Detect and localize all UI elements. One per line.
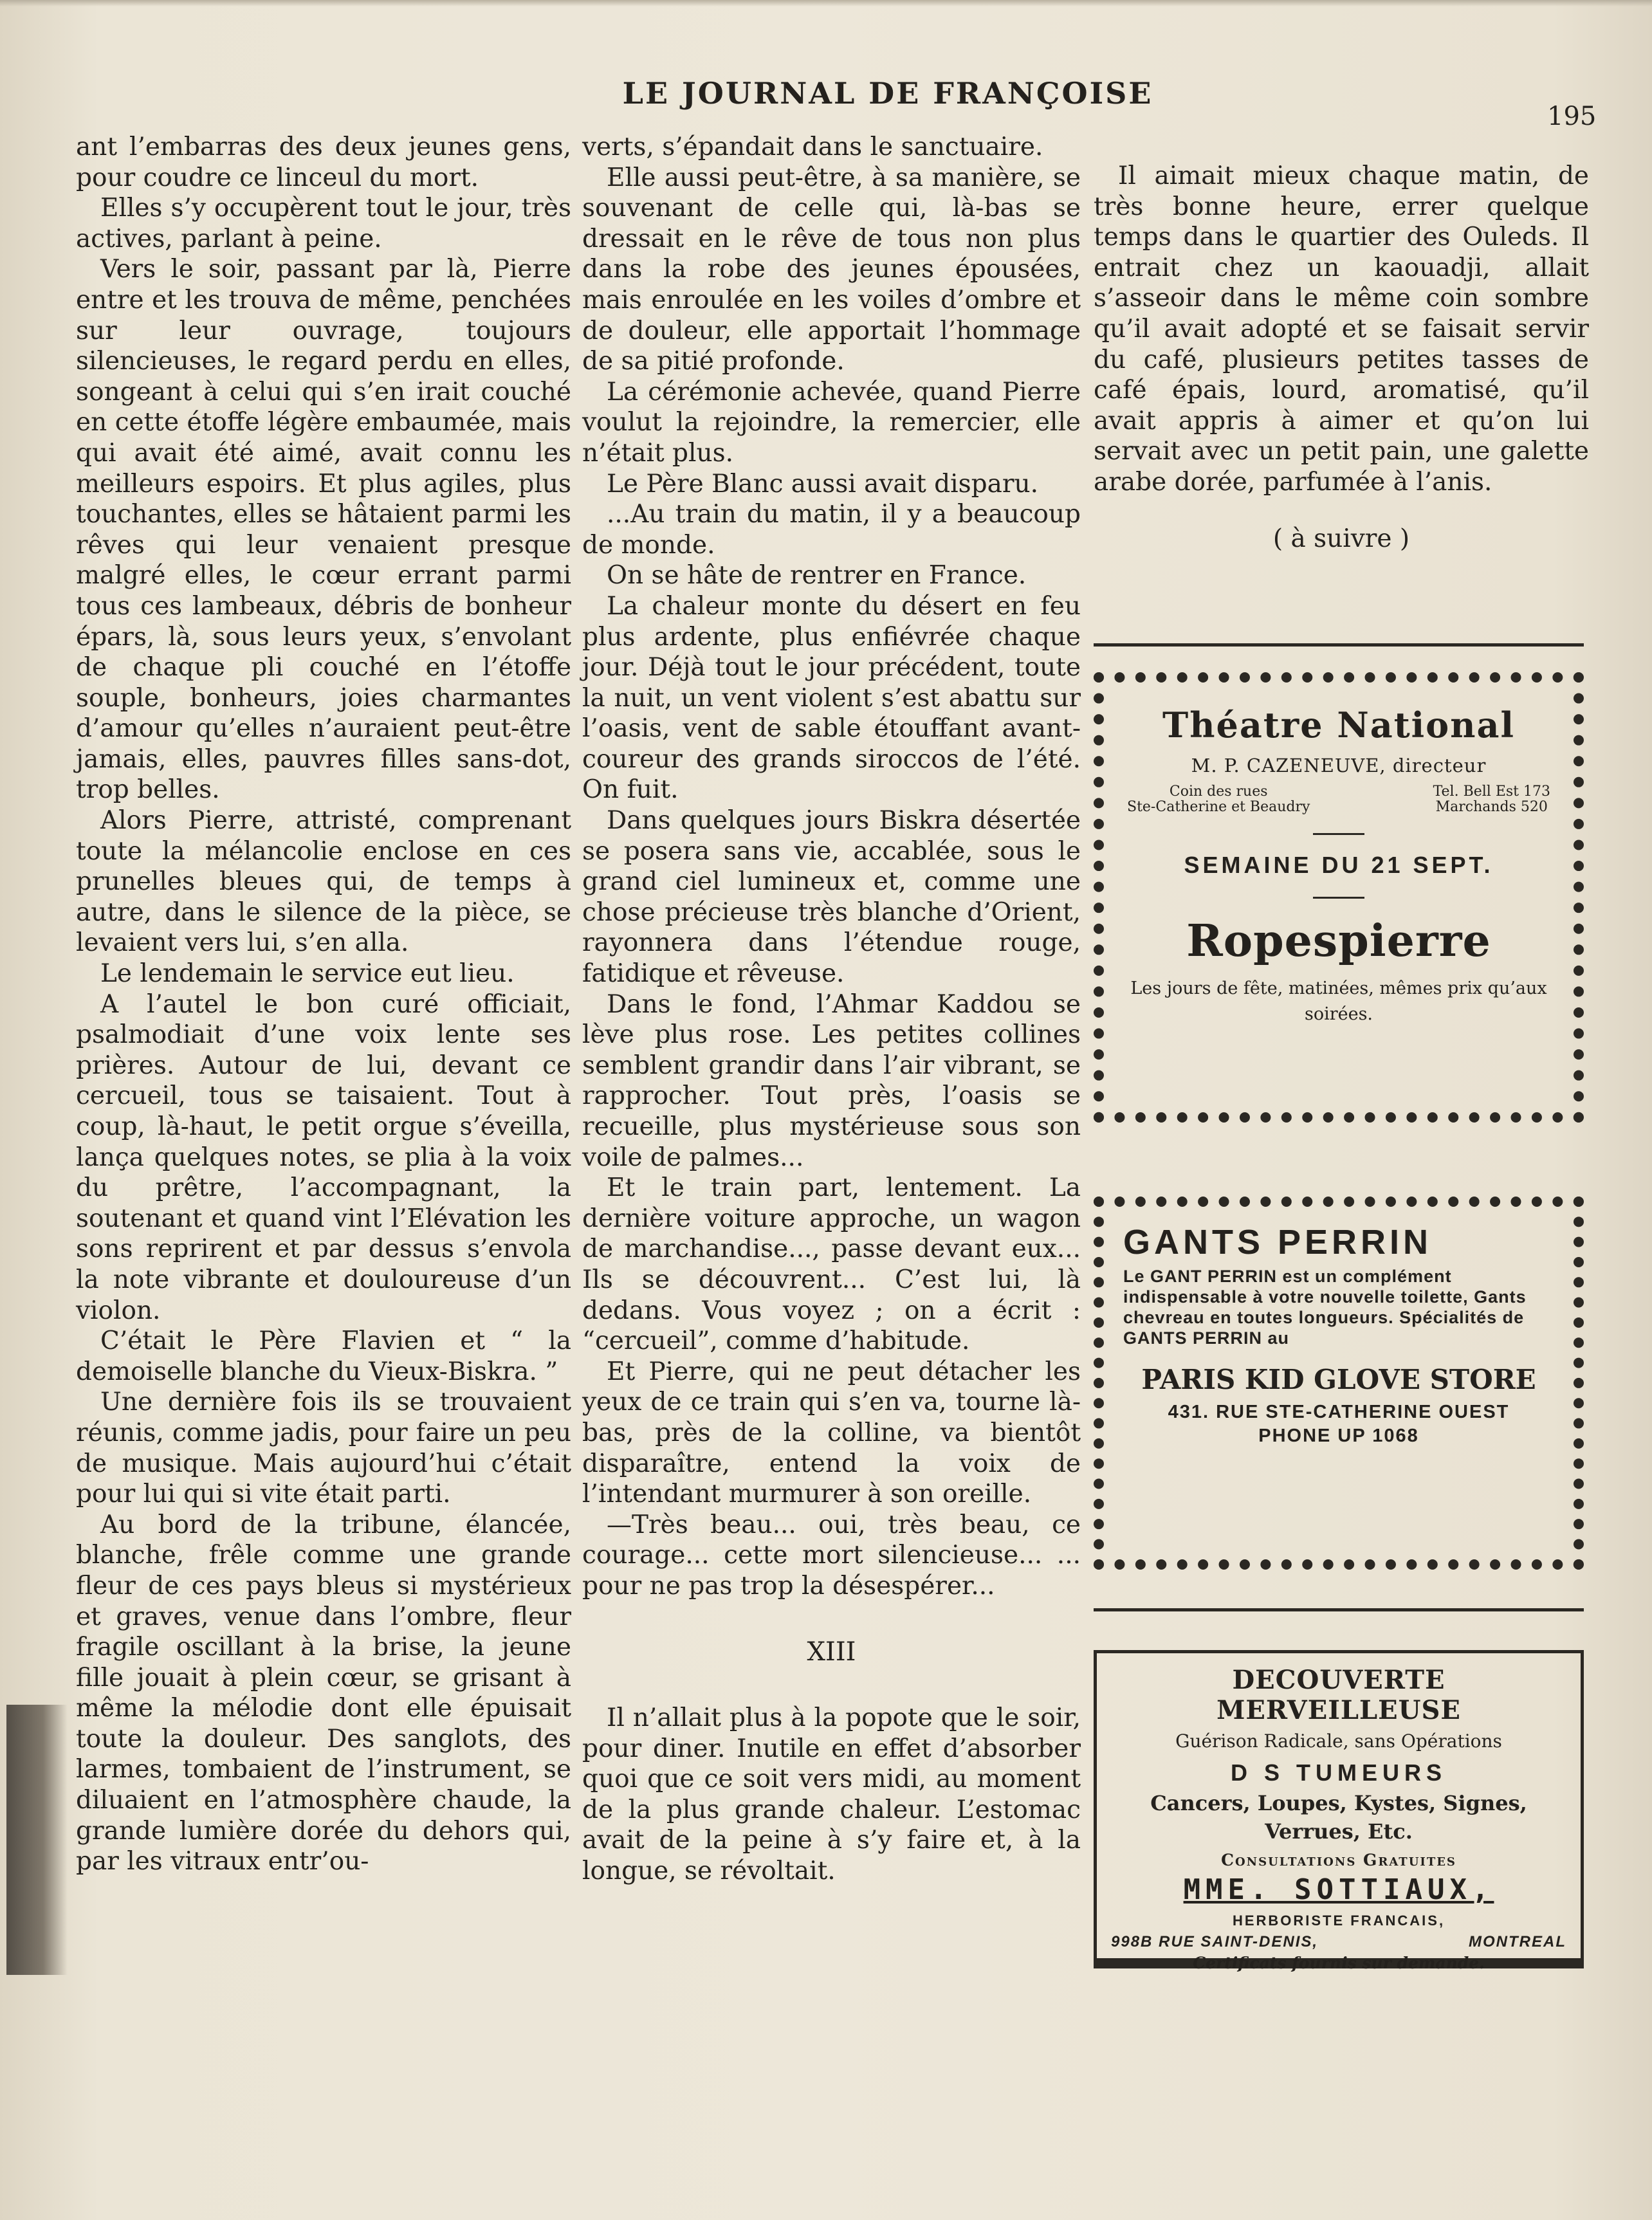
- theatre-contact-row: [1123, 784, 1554, 815]
- scan-shadow: [6, 1705, 68, 1975]
- paragraph: Une dernière fois ils se trouvaient réunis, comme jadis, pour faire un peu de musique. Mais aujourd’hui c’était pour lui qui si vite était parti.: [76, 1388, 571, 1509]
- decouverte-tumeurs: D S TUMEURS: [1230, 1759, 1447, 1786]
- theatre-feature: Ropespierre: [1186, 915, 1491, 967]
- paragraph: Dans quelques jours Biskra désertée se posera sans vie, accablée, sous le grand ciel lumineux et, comme une chose précieuse très blanche d’Orient, rayonnera dans l’étendue rouge, fatidique et rêveuse.: [582, 806, 1081, 989]
- separator: [1313, 833, 1364, 835]
- decouverte-list: Cancers, Loupes, Kystes, Signes, Verrues, Etc.: [1150, 1791, 1527, 1844]
- paragraph: C’était le Père Flavien et “ la demoiselle blanche du Vieux-Biskra. ”: [76, 1326, 571, 1386]
- paragraph: La cérémonie achevée, quand Pierre voulut la rejoindre, la remercier, elle n’était plus.: [582, 377, 1081, 468]
- gants-text: Le GANT PERRIN est un complément indispensable à votre nouvelle toilette, Gants chevreau en toutes longueurs. Spécialités de GANTS PERRIN au: [1123, 1267, 1527, 1348]
- theatre-week: SEMAINE DU 21 SEPT.: [1184, 852, 1494, 878]
- paragraph: On se hâte de rentrer en France.: [607, 561, 1027, 591]
- divider-rule: [1094, 1608, 1584, 1611]
- text-column-3: [1094, 161, 1589, 554]
- gants-phone: PHONE UP 1068: [1258, 1426, 1419, 1446]
- paragraph: A l’autel le bon curé officiait, psalmodiait d’une voix lente ses prières. Autour de lui, devant ce cercueil, tous se taisaient. Tout à coup, là-haut, le petit orgue s’éveilla, lança quelques notes, se plia à la voix du prêtre, l’accompagnant, la soutenant et quand vint l’Elévation les sons reprirent et par dessus s’envola la note vibrante et douloureuse d’un violon.: [76, 989, 571, 1325]
- text-column-1: [76, 132, 571, 1877]
- paragraph: Elles s’y occupèrent tout le jour, très actives, parlant à peine.: [76, 194, 571, 253]
- theatre-telephone: [1433, 784, 1550, 815]
- decouverte-subtitle: Guérison Radicale, sans Opérations: [1175, 1730, 1502, 1752]
- decouverte-address: 998B RUE SAINT-DENIS,: [1111, 1933, 1319, 1950]
- decouverte-city: MONTREAL: [1469, 1933, 1566, 1950]
- paragraph: Dans le fond, l’Ahmar Kaddou se lève plus rose. Les petites collines semblent grandir dans l’air vibrant, se rapprocher. Tout près, l’oasis se recueille, plus mystérieuse sous son voile de palmes...: [582, 989, 1081, 1172]
- chapter-number: XIII: [807, 1637, 856, 1667]
- paragraph: Il n’allait plus à la popote que le soir, pour diner. Inutile en effet d’absorber quoi que ce soit vers midi, au moment de la plus grande chaleur. L’estomac avait de la peine à s’y faire et, à la longue, se révoltait.: [582, 1703, 1081, 1886]
- gants-store: PARIS KID GLOVE STORE: [1141, 1364, 1536, 1395]
- paragraph: —Très beau... oui, très beau, ce courage... cette mort silencieuse... ... pour ne pas trop la désespérer...: [582, 1510, 1081, 1601]
- decouverte-address-row: [1111, 1933, 1566, 1951]
- page-top-edge: [0, 0, 1652, 6]
- advertisement-theatre: [1094, 672, 1584, 1123]
- paragraph: ...Au train du matin, il y a beaucoup de monde.: [582, 500, 1081, 560]
- page-number: 195: [1547, 102, 1597, 131]
- theatre-corner-line: Coin des rues: [1169, 784, 1268, 800]
- paragraph: La chaleur monte du désert en feu plus ardente, plus enfiévrée chaque jour. Déjà tout le jour précédent, toute la nuit, un vent violent s’est abattu sur l’oasis, vent de sable étouffant avant-coureur des grands siroccos de l’été. On fuit.: [582, 591, 1081, 805]
- decouverte-name: MME. SOTTIAUX,: [1183, 1873, 1494, 1906]
- text-column-2: [582, 132, 1081, 1887]
- decouverte-herboriste: HERBORISTE FRANCAIS,: [1232, 1913, 1446, 1929]
- paragraph: Elle aussi peut-être, à sa manière, se souvenant de celle qui, là-bas se dressait en le rêve de tous non plus dans la robe des jeunes épousées, mais enroulée en les voiles d’ombre et de douleur, elle apportait l’hommage de sa pitié profonde.: [582, 163, 1081, 376]
- gants-title: GANTS PERRIN: [1123, 1223, 1433, 1261]
- advertisement-gants: [1094, 1197, 1584, 1570]
- decouverte-title: DECOUVERTE MERVEILLEUSE: [1216, 1665, 1461, 1725]
- paragraph: ant l’embarras des deux jeunes gens, pour coudre ce linceul du mort.: [76, 133, 571, 192]
- gants-address: 431. RUE STE-CATHERINE OUEST: [1168, 1402, 1510, 1422]
- theatre-title: Théatre National: [1162, 704, 1515, 746]
- theatre-tel-line: Tel. Bell Est 173: [1433, 784, 1550, 800]
- separator: [1313, 897, 1364, 899]
- paragraph: Et Pierre, qui ne peut détacher les yeux de ce train qui s’en va, tourne là-bas, près de la colline, va bientôt disparaître, entend la voix de l’intendant murmurer à son oreille.: [582, 1357, 1081, 1509]
- paragraph: verts, s’épandait dans le sanctuaire.: [582, 133, 1043, 161]
- theatre-footer: Les jours de fête, matinées, mêmes prix qu’aux soirées.: [1130, 978, 1547, 1024]
- divider-rule: [1094, 643, 1584, 647]
- theatre-corner: [1127, 784, 1310, 815]
- advertisement-decouverte: [1094, 1650, 1584, 1972]
- paragraph: Alors Pierre, attristé, comprenant toute la mélancolie enclose en ces prunelles bleues qui, de temps à autre, dans le silence de la pièce, se levaient vers lui, s’en alla.: [76, 806, 571, 958]
- paragraph: Le lendemain le service eut lieu.: [100, 959, 515, 989]
- paragraph: Le Père Blanc aussi avait disparu.: [607, 469, 1038, 499]
- running-head: LE JOURNAL DE FRANÇOISE: [622, 76, 1153, 111]
- to-be-continued: ( à suivre ): [1272, 524, 1410, 553]
- paragraph: Il aimait mieux chaque matin, de très bonne heure, errer quelque temps dans le quartier des Ouleds. Il entrait chez un kaouadji, allait s’asseoir dans le même coin sombre qu’il avait adopté et se faisait servir du café, plusieurs petites tasses de café épais, lourd, aromatisé, qu’il avait appris à aimer et qu’on lui servait avec un petit pain, une galette arabe dorée, parfumée à l’anis.: [1094, 161, 1589, 497]
- paragraph: Et le train part, lentement. La dernière voiture approche, un wagon de marchandise..., passe devant eux... Ils se découvrent... C’est lui, là dedans. Vous voyez ; on a écrit : “cercueil”, comme d’habitude.: [582, 1173, 1081, 1356]
- theatre-tel-line: Marchands 520: [1435, 799, 1548, 815]
- paragraph: Au bord de la tribune, élancée, blanche, frêle comme une grande fleur de ces pays bleus si mystérieux et graves, venue dans l’ombre, fleur fragile oscillant à la brise, la jeune fille jouait à plein cœur, se grisant à même la mélodie dont elle épuisait toute la douleur. Des sanglots, des larmes, tombaient de l’instrument, se diluaient en l’atmosphère chaude, la grande lumière dorée du dehors qui, par les vitraux entr’ou-: [76, 1510, 571, 1876]
- theatre-corner-line: Ste-Catherine et Beaudry: [1127, 799, 1310, 815]
- decouverte-consultations: Consultations Gratuites: [1221, 1851, 1456, 1869]
- paragraph: Vers le soir, passant par là, Pierre entre et les trouva de même, penchées sur leur ouvrage, toujours silencieuses, le regard perdu en elles, songeant à celui qui s’en irait couché en cette étoffe légère embaumée, mais qui avait été aimé, avait connu les meilleurs espoirs. Et plus agiles, plus touchantes, elles se hâtaient parmi les rêves qui leur venaient presque malgré elles, le cœur errant parmi tous ces lambeaux, débris de bonheur épars, là, sous leurs yeux, s’envolant de chaque pli couché en l’étoffe souple, bonheurs, joies charmantes d’amour qu’elles n’auraient peut-être jamais, elles, pauvres filles sans-dot, trop belles.: [76, 255, 571, 805]
- decouverte-certificats: Certificats fournis sur demande.: [1193, 1954, 1485, 1972]
- theatre-director: M. P. CAZENEUVE, directeur: [1191, 755, 1487, 776]
